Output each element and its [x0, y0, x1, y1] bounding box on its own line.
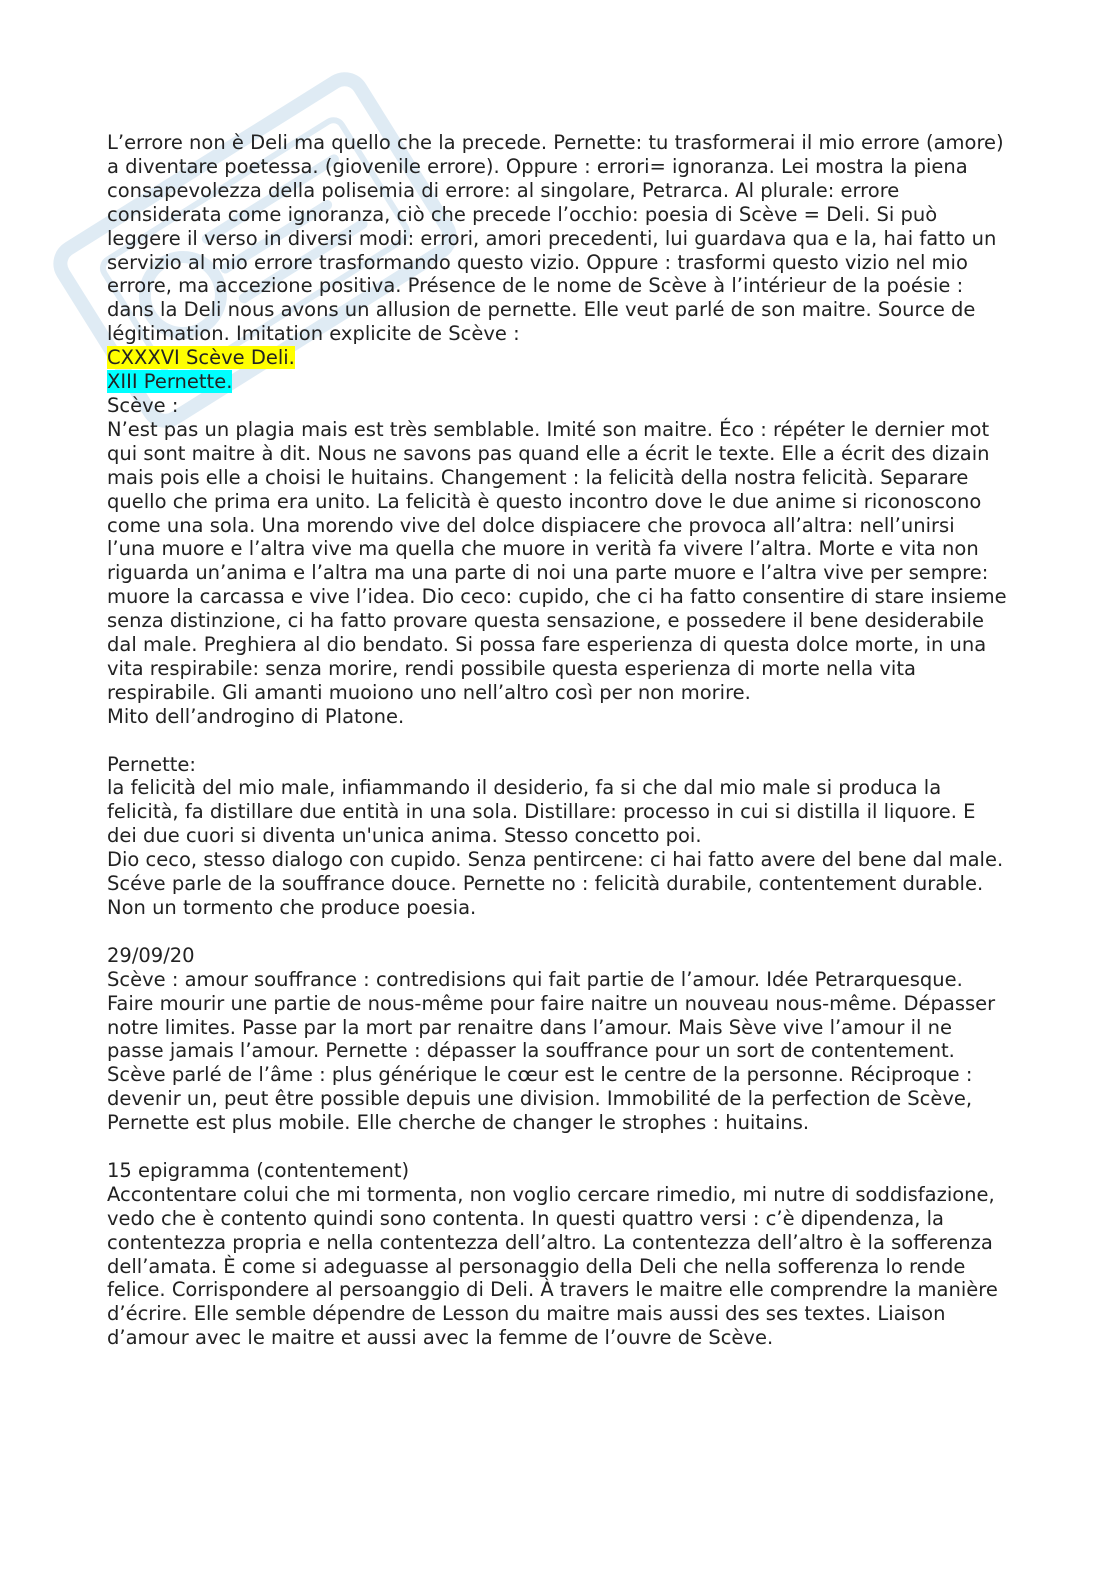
- section-label-pernette: Pernette:: [107, 752, 196, 776]
- paragraph-intro: L’errore non è Deli ma quello che la precede. Pernette: tu trasformerai il mio errore (amore) a diventare poetessa. (giovenile errore). Oppure : errori= ignoranza. Lei mostra la piena consapevolezza della polisemia di errore: al singolare, Petrarca. Al plurale: errore considerata come ignoranza, ciò che precede l’occhio: poesia di Scève = Deli. Si può leggere il verso in diversi modi: errori, amori precedenti, lui guardava qua e la, hai fatto un servizio al mio errore trasformando questo vizio. Oppure : trasformi questo vizio nel mio errore, ma accezione positiva. Présence de le nome de Scève à l’intérieur de la poésie : dans la Deli nous avons un allusion de pernette. Elle veut parlé de son maitre. Source de légitimation. Imitation explicite de Scève :: [107, 131, 1004, 346]
- document-body: [107, 131, 1007, 1350]
- paragraph-souffrance: Scéve parle de la souffrance douce. Pernette no : felicità durabile, contentement durable. Non un tormento che produce poesia.: [107, 872, 984, 919]
- section-label-sceve: Scève :: [107, 393, 179, 417]
- paragraph-felicita: la felicità del mio male, infiammando il desiderio, fa si che dal mio male si produca la felicità, fa distillare due entità in una sola. Distillare: processo in cui si distilla il liquore. E dei due cuori si diventa un'unica anima. Stesso concetto poi.: [107, 776, 976, 848]
- paragraph-contentement: Accontentare colui che mi tormenta, non voglio cercare rimedio, mi nutre di soddisfazione, vedo che è contento quindi sono contenta. In questi quattro versi : c’è dipendenza, la contentezza propria e nella contentezza dell’altro. La contentezza dell’altro è la sofferenza dell’amata. È come si adeguasse al personaggio della Deli che nella sofferenza lo rende felice. Corrispondere al persoanggio di Deli. À travers le maitre elle comprendre la manière d’écrire. Elle semble dépendre de Lesson du maitre mais aussi des ses textes. Liaison d’amour avec le maitre et aussi avec la femme de l’ouvre de Scève.: [107, 1182, 998, 1350]
- spacer: [107, 1135, 1007, 1159]
- paragraph-myth: Mito dell’androgino di Platone.: [107, 704, 405, 728]
- highlight-yellow: CXXXVI Scève Deli.: [107, 346, 295, 370]
- paragraph-comparison: N’est pas un plagia mais est très semblable. Imité son maitre. Éco : répéter le dernier mot qui sont maitre à dit. Nous ne savons pas quand elle a écrit le texte. Elle a écrit des dizain mais pois elle a choisi le huitains. Changement : la felicità della nostra felicità. Separare quello che prima era unito. La felicità è questo incontro dove le due anime si riconoscono come una sola. Una morendo vive del dolce dispiacere che provoca all’altra: nell’unirsi l’una muore e l’altra vive ma quella che muore in verità fa vivere l’altra. Morte e vita non riguarda un’anima e l’altra ma una parte di noi una parte muore e l’altra vive per sempre: muore la carcassa e vive l’idea. Dio ceco: cupido, che ci ha fatto consentire di stare insieme senza distinzione, ci ha fatto provare questa sensazione, e possedere il bene desiderabile dal male. Preghiera al dio bendato. Si possa fare esperienza di questa dolce morte, in una vita respirabile: senza morire, rendi possibile questa esperienza di morte nella vita respirabile. Gli amanti muoiono uno nell’altro così per non morire.: [107, 417, 1007, 704]
- date-line: 29/09/20: [107, 943, 195, 967]
- spacer: [107, 729, 1007, 753]
- highlight-cyan: XIII Pernette.: [107, 370, 233, 394]
- spacer: [107, 920, 1007, 944]
- section-label-epigramma: 15 epigramma (contentement): [107, 1158, 410, 1182]
- reference-line-sceve: [107, 346, 1007, 370]
- paragraph-amour-souffrance: Scève : amour souffrance : contredisions qui fait partie de l’amour. Idée Petrarquesque. Faire mourir une partie de nous-même pour faire naitre un nouveau nous-même. Dépasser notre limites. Passe par la mort par renaitre dans l’amour. Mais Sève vive l’amour il ne passe jamais l’amour. Pernette : dépasser la souffrance pour un sort de contentement. Scève parlé de l’âme : plus générique le cœur est le centre de la personne. Réciproque : devenir un, peut être possible depuis une division. Immobilité de la perfection de Scève, Pernette est plus mobile. Elle cherche de changer le strophes : huitains.: [107, 967, 996, 1135]
- paragraph-dio-ceco: Dio ceco, stesso dialogo con cupido. Senza pentircene: ci hai fatto avere del bene dal male.: [107, 848, 1004, 872]
- reference-line-pernette: [107, 370, 1007, 394]
